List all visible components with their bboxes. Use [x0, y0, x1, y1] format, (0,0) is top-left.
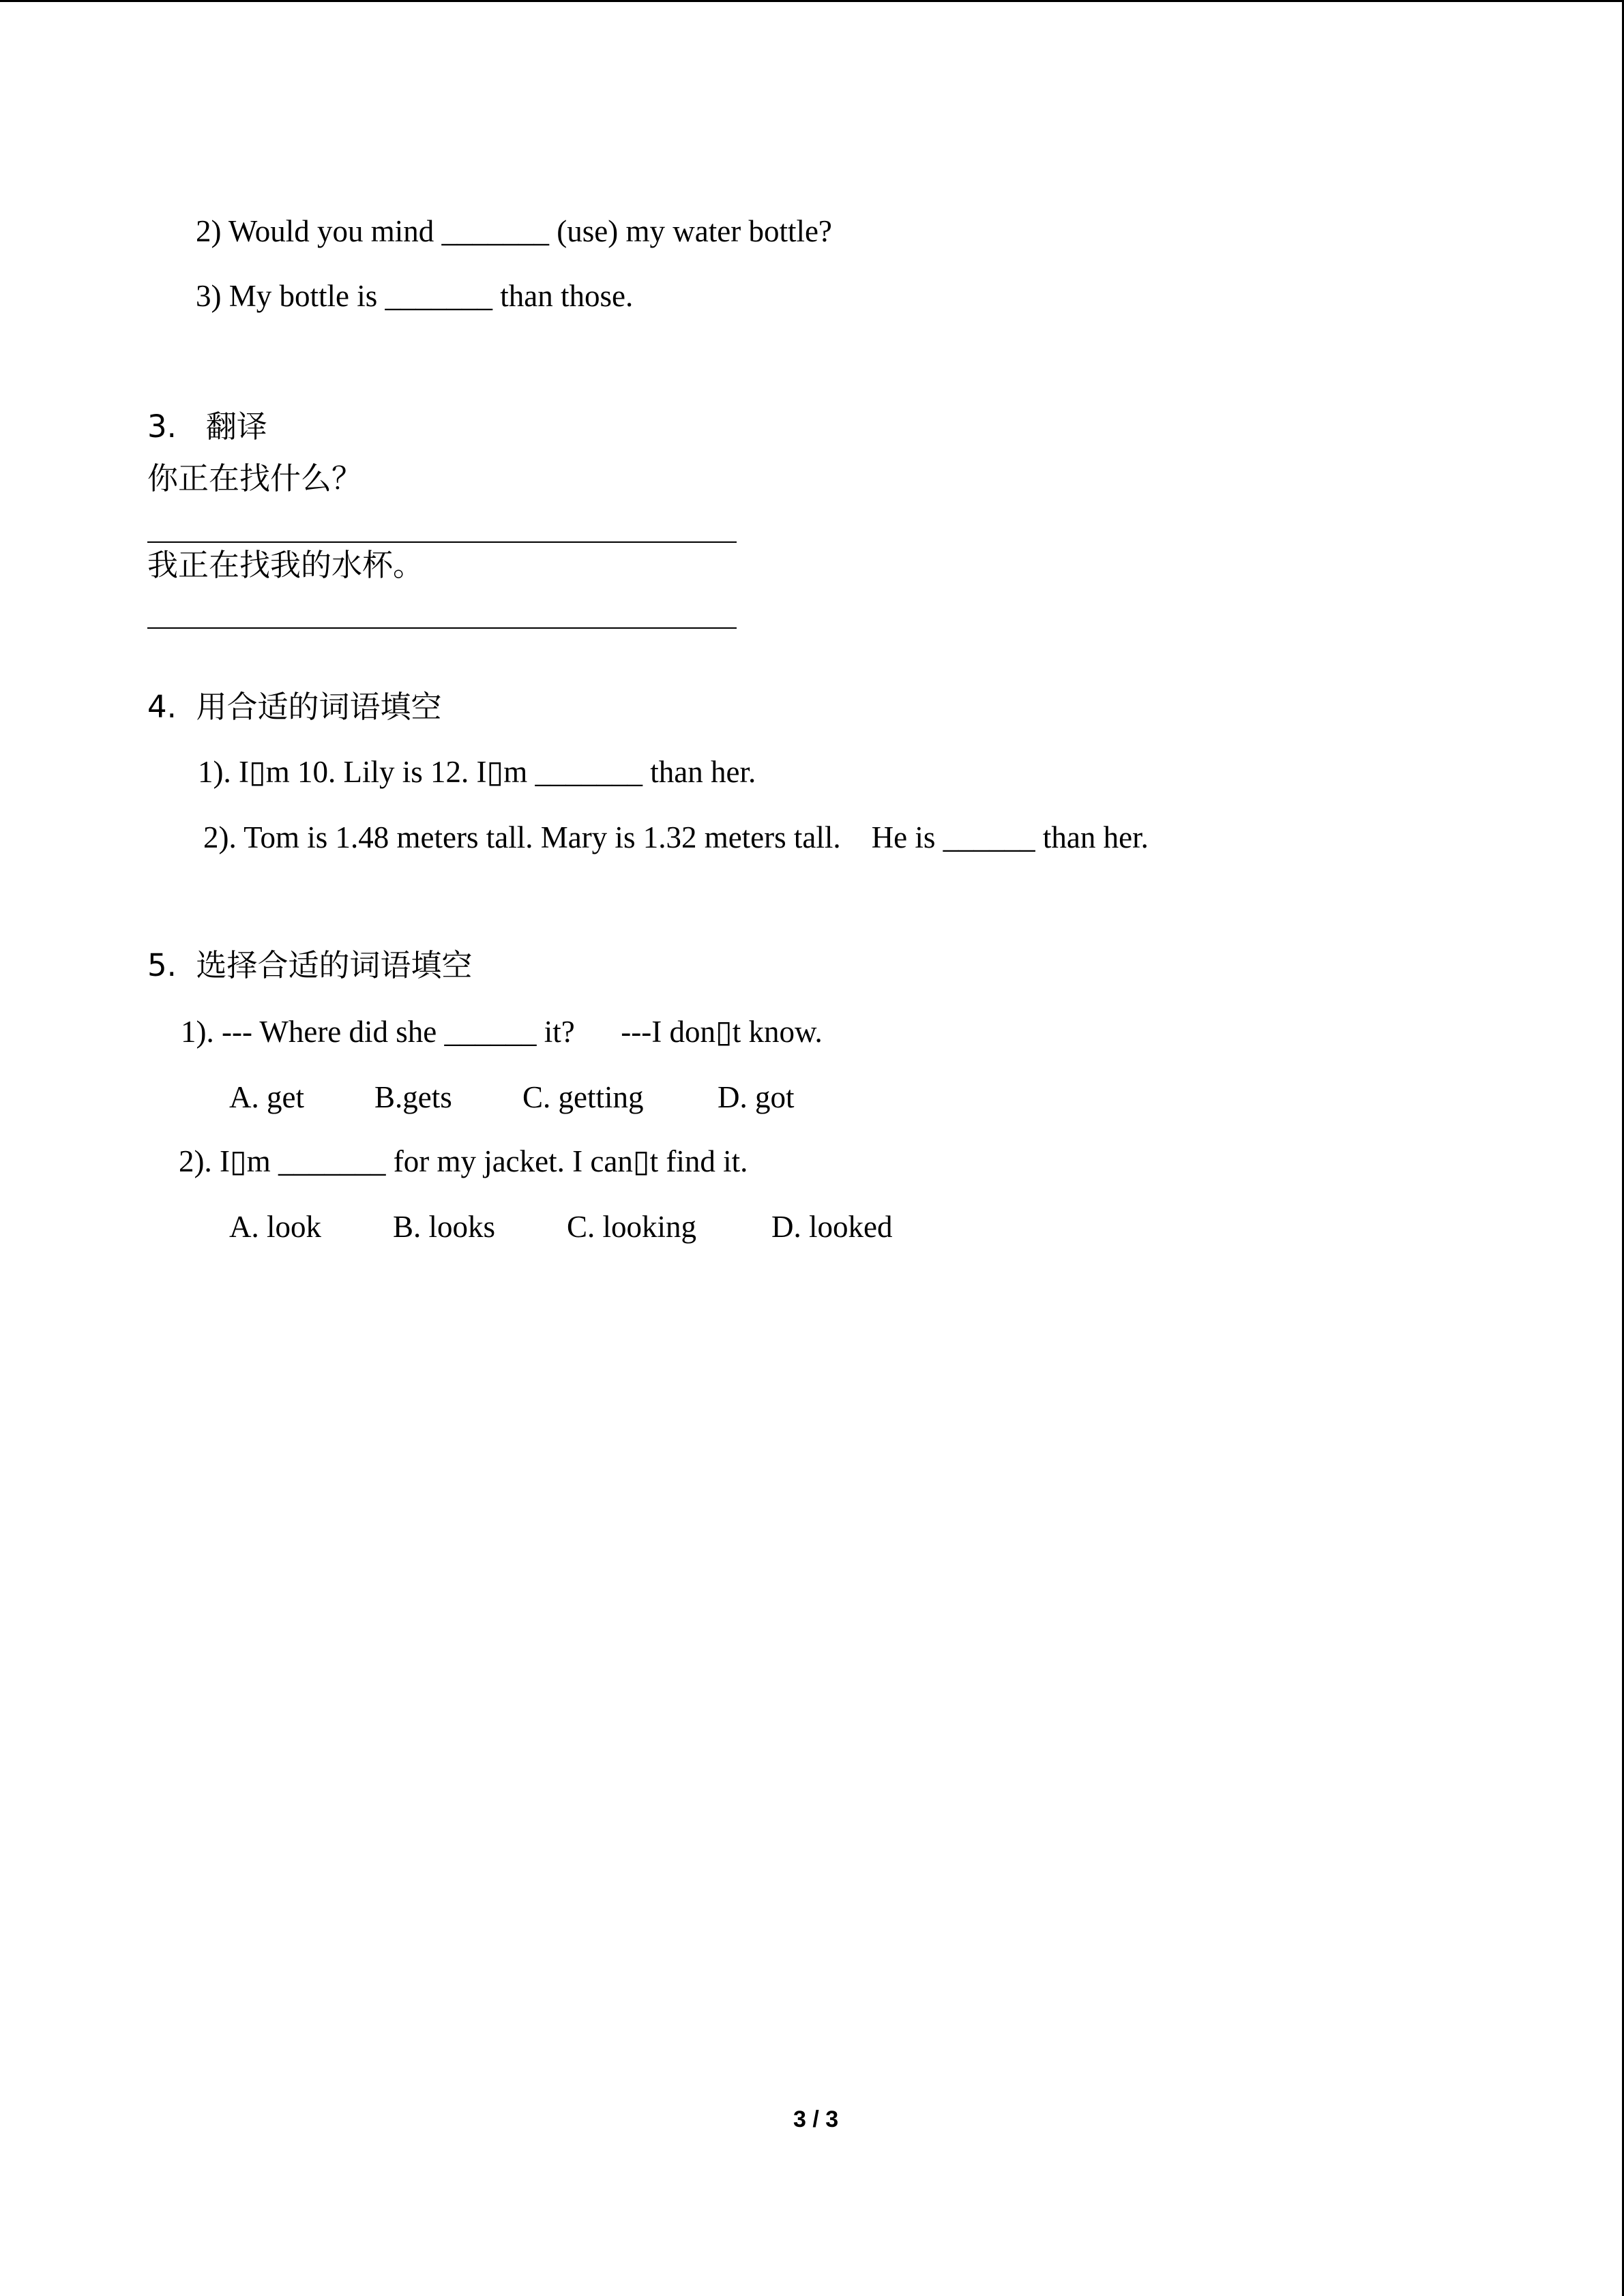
- section4-question-2: 2). Tom is 1.48 meters tall. Mary is 1.32 meters tall. He is ______ than her.: [203, 820, 1149, 854]
- section2-question-3: 3) My bottle is _______ than those.: [196, 279, 634, 313]
- q2-option-b: B. looks: [393, 1210, 496, 1244]
- section5-question-2: 2). I▯m _______ for my jacket. I can▯t find it.: [179, 1144, 748, 1178]
- section4-heading: 4. 用合适的词语填空: [147, 689, 442, 725]
- q1-option-c: C. getting: [522, 1080, 644, 1114]
- q1-option-a: A. get: [229, 1080, 304, 1114]
- page-number: 3 / 3: [793, 2106, 839, 2132]
- section2-question-2: 2) Would you mind _______ (use) my water bottle?: [196, 214, 832, 248]
- section5-question-1: 1). --- Where did she ______ it? ---I don▯t know.: [181, 1015, 823, 1049]
- q1-option-d: D. got: [718, 1080, 795, 1114]
- q1-option-b: B.gets: [374, 1080, 452, 1114]
- section3-sentence-2: 我正在找我的水杯。: [147, 547, 424, 583]
- section3-sentence-1: 你正在找什么？: [147, 460, 363, 496]
- section5-heading: 5. 选择合适的词语填空: [147, 947, 473, 983]
- answer-line-2: [147, 627, 737, 629]
- q2-option-a: A. look: [229, 1210, 321, 1244]
- section4-question-1: 1). I▯m 10. Lily is 12. I▯m _______ than her.: [198, 755, 756, 789]
- q2-option-d: D. looked: [771, 1210, 893, 1244]
- answer-line-1: [147, 541, 737, 543]
- section3-heading: 3. 翻译: [147, 408, 267, 445]
- q2-option-c: C. looking: [567, 1210, 697, 1244]
